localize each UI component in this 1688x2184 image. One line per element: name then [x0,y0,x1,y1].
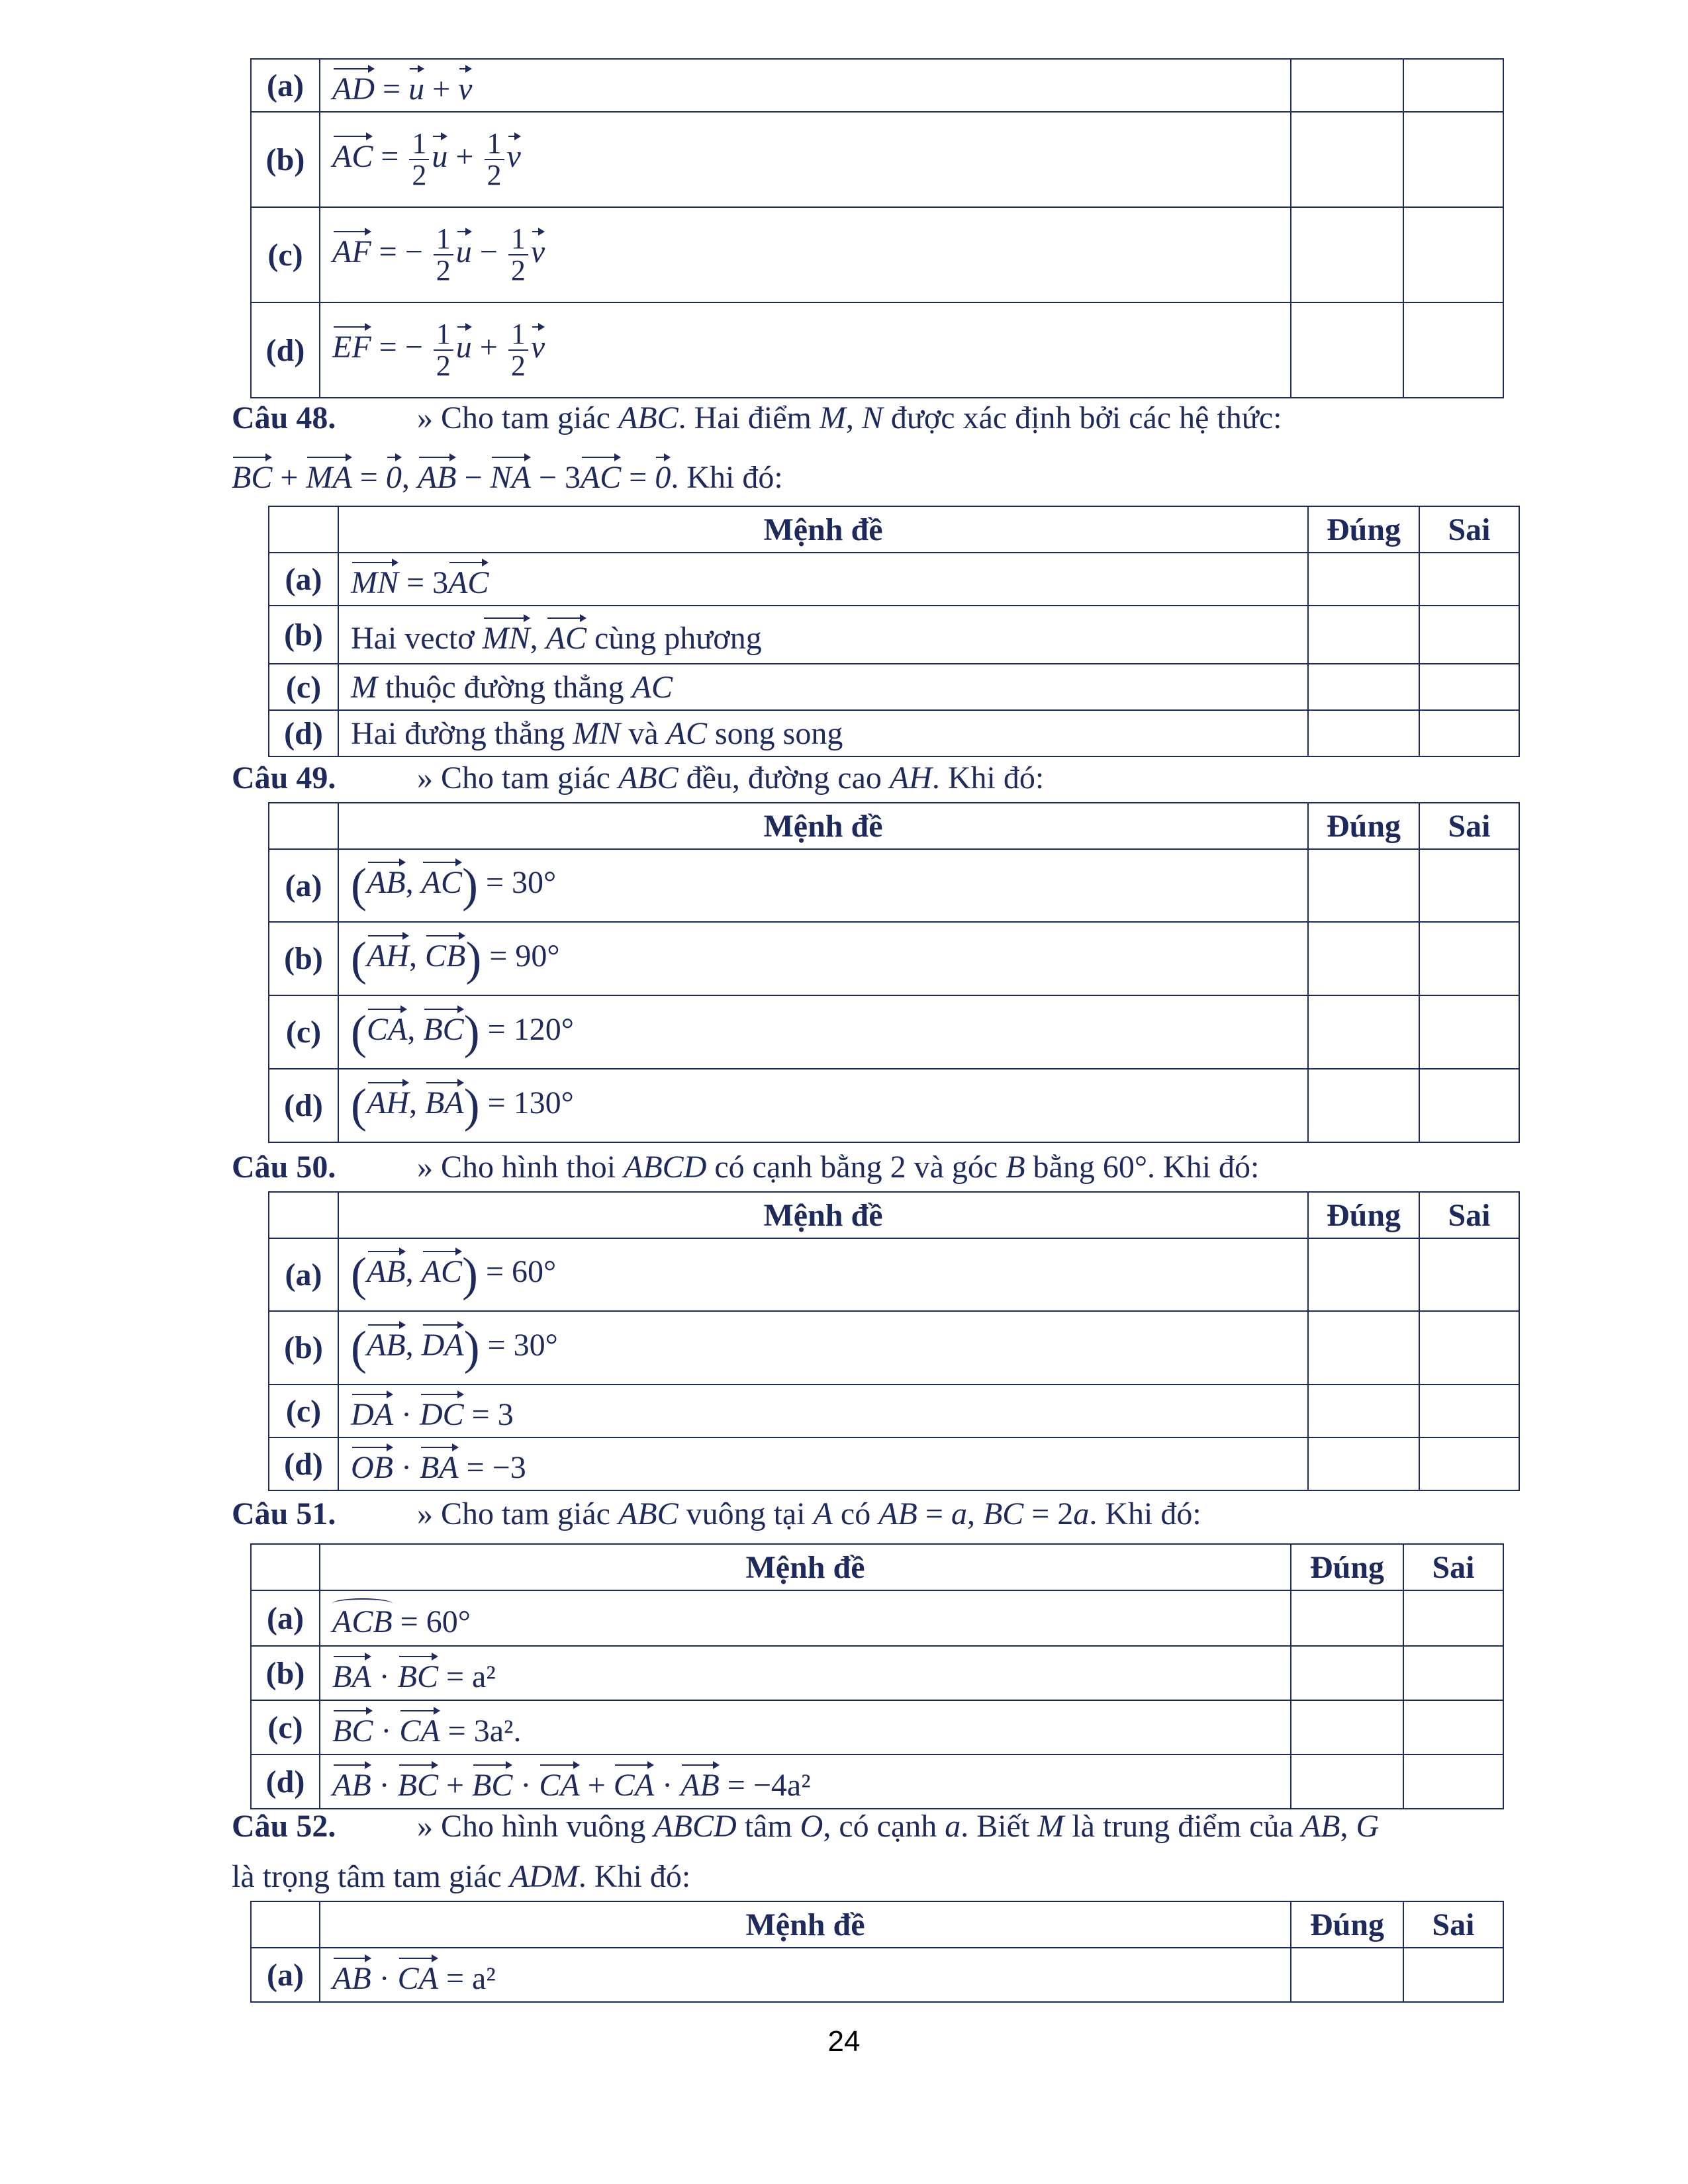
q51-table [250,1543,1504,1809]
q47-true-cell-b[interactable] [1291,112,1403,207]
q48-statement-c: M thuộc đường thẳng AC [338,664,1308,710]
q48-header-statement: Mệnh đề [338,506,1308,553]
q48-true-cell-a[interactable] [1308,553,1419,606]
q49-header-blank [269,803,338,849]
q48-true-cell-d[interactable] [1308,710,1419,756]
q52-number: Câu 52. [232,1809,336,1844]
q50-false-cell-d[interactable] [1419,1437,1519,1490]
q48-header-true: Đúng [1308,506,1419,553]
q49-statement-c: (CA, BC) = 120° [338,995,1308,1069]
q52-false-cell-a[interactable] [1403,1948,1503,2002]
q50-table [268,1191,1520,1491]
q52-label-a: (a) [251,1948,320,2002]
q52-statement-a: AB · CA = a² [320,1948,1291,2002]
q50-statement-b: (AB, DA) = 30° [338,1311,1308,1385]
q52-header-false: Sai [1403,1901,1503,1948]
q48-prompt: Câu 48. » Cho tam giác ABC. Hai điểm M, N được xác định bởi các hệ thức: [232,400,1282,435]
q52-true-cell-a[interactable] [1291,1948,1403,2002]
q49-false-cell-b[interactable] [1419,922,1519,995]
q51-number: Câu 51. [232,1496,336,1531]
q49-true-cell-b[interactable] [1308,922,1419,995]
q52-prompt-line2: là trọng tâm tam giác ADM. Khi đó: [232,1859,691,1894]
q51-false-cell-b[interactable] [1403,1646,1503,1700]
q50-header-false: Sai [1419,1192,1519,1238]
q49-statement-b: (AH, CB) = 90° [338,922,1308,995]
q49-label-a: (a) [269,849,338,922]
q48-label-b: (b) [269,606,338,664]
q48-false-cell-a[interactable] [1419,553,1519,606]
q51-true-cell-d[interactable] [1291,1754,1403,1809]
q48-label-d: (d) [269,710,338,756]
q51-label-d: (d) [251,1754,320,1809]
q48-statement-b: Hai vectơ MN, AC cùng phương [338,606,1308,664]
q48-header-blank [269,506,338,553]
q50-number: Câu 50. [232,1150,336,1185]
q51-label-b: (b) [251,1646,320,1700]
q50-true-cell-c[interactable] [1308,1385,1419,1437]
q52-table [250,1901,1504,2003]
q50-statement-d: OB · BA = −3 [338,1437,1308,1490]
q52-header-statement: Mệnh đề [320,1901,1291,1948]
q48-false-cell-b[interactable] [1419,606,1519,664]
q47-false-cell-d[interactable] [1403,302,1503,398]
q51-header-blank [251,1544,320,1590]
q51-statement-a: ACB = 60° [320,1590,1291,1646]
q47-false-cell-a[interactable] [1403,59,1503,112]
q49-statement-d: (AH, BA) = 130° [338,1069,1308,1142]
q49-header-true: Đúng [1308,803,1419,849]
q49-prompt: Câu 49. » Cho tam giác ABC đều, đường cao AH. Khi đó: [232,760,1045,796]
q49-number: Câu 49. [232,760,336,796]
q48-false-cell-c[interactable] [1419,664,1519,710]
q47-true-cell-c[interactable] [1291,207,1403,302]
q50-header-true: Đúng [1308,1192,1419,1238]
q52-prompt: Câu 52. » Cho hình vuông ABCD tâm O, có cạnh a. Biết M là trung điểm của AB, G [232,1809,1380,1844]
q47-label-a: (a) [251,59,320,112]
q52-header-true: Đúng [1291,1901,1403,1948]
q49-statement-a: (AB, AC) = 30° [338,849,1308,922]
q50-label-d: (d) [269,1437,338,1490]
q47-label-c: (c) [251,207,320,302]
q51-true-cell-c[interactable] [1291,1700,1403,1754]
q47-true-cell-d[interactable] [1291,302,1403,398]
q51-header-true: Đúng [1291,1544,1403,1590]
q47-statement-c: AF = − $\frac{1}{2}$ u − $\frac{1}{2}$ v [320,207,1291,302]
q48-label-c: (c) [269,664,338,710]
q50-false-cell-b[interactable] [1419,1311,1519,1385]
q49-true-cell-d[interactable] [1308,1069,1419,1142]
q51-header-false: Sai [1403,1544,1503,1590]
q51-label-a: (a) [251,1590,320,1646]
q49-header-statement: Mệnh đề [338,803,1308,849]
q47-statement-a: AD = u + v [320,59,1291,112]
q51-false-cell-c[interactable] [1403,1700,1503,1754]
q51-header-statement: Mệnh đề [320,1544,1291,1590]
q47-false-cell-c[interactable] [1403,207,1503,302]
q48-statement-a: MN = 3AC [338,553,1308,606]
q51-false-cell-d[interactable] [1403,1754,1503,1809]
q48-true-cell-c[interactable] [1308,664,1419,710]
q50-true-cell-d[interactable] [1308,1437,1419,1490]
q49-true-cell-a[interactable] [1308,849,1419,922]
q51-false-cell-a[interactable] [1403,1590,1503,1646]
q50-false-cell-c[interactable] [1419,1385,1519,1437]
q49-table [268,802,1520,1143]
q49-false-cell-a[interactable] [1419,849,1519,922]
q50-label-b: (b) [269,1311,338,1385]
q51-true-cell-a[interactable] [1291,1590,1403,1646]
q50-label-c: (c) [269,1385,338,1437]
q50-statement-c: DA · DC = 3 [338,1385,1308,1437]
q51-prompt: Câu 51. » Cho tam giác ABC vuông tại A có AB = a, BC = 2a. Khi đó: [232,1496,1201,1531]
q47-statement-b: AC = $\frac{1}{2}$ u + $\frac{1}{2}$ v [320,112,1291,207]
q50-statement-a: (AB, AC) = 60° [338,1238,1308,1311]
q51-statement-c: BC · CA = 3a². [320,1700,1291,1754]
q47-true-cell-a[interactable] [1291,59,1403,112]
q50-prompt: Câu 50. » Cho hình thoi ABCD có cạnh bằng 2 và góc B bằng 60°. Khi đó: [232,1150,1260,1185]
q49-false-cell-d[interactable] [1419,1069,1519,1142]
q50-true-cell-a[interactable] [1308,1238,1419,1311]
q49-header-false: Sai [1419,803,1519,849]
q51-label-c: (c) [251,1700,320,1754]
q48-label-a: (a) [269,553,338,606]
q48-true-cell-b[interactable] [1308,606,1419,664]
q47-label-d: (d) [251,302,320,398]
q50-label-a: (a) [269,1238,338,1311]
q47-statement-d: EF = − $\frac{1}{2}$ u + $\frac{1}{2}$ v [320,302,1291,398]
q49-true-cell-c[interactable] [1308,995,1419,1069]
page-number: 24 [827,2025,861,2058]
q49-label-c: (c) [269,995,338,1069]
q48-statement-d: Hai đường thẳng MN và AC song song [338,710,1308,756]
q47-label-b: (b) [251,112,320,207]
q48-false-cell-d[interactable] [1419,710,1519,756]
q49-false-cell-c[interactable] [1419,995,1519,1069]
q51-statement-b: BA · BC = a² [320,1646,1291,1700]
q51-statement-d: AB · BC + BC · CA + CA · AB = −4a² [320,1754,1291,1809]
q50-header-blank [269,1192,338,1238]
q48-number: Câu 48. [232,400,336,435]
q48-table [268,506,1520,757]
q47-false-cell-b[interactable] [1403,112,1503,207]
q49-label-d: (d) [269,1069,338,1142]
q51-true-cell-b[interactable] [1291,1646,1403,1700]
q50-true-cell-b[interactable] [1308,1311,1419,1385]
q48-relations: BC + MA = 0, AB − NA − 3AC = 0. Khi đó: [232,453,783,496]
q52-header-blank [251,1901,320,1948]
q47-table [250,58,1504,398]
q49-label-b: (b) [269,922,338,995]
q50-header-statement: Mệnh đề [338,1192,1308,1238]
q50-false-cell-a[interactable] [1419,1238,1519,1311]
q48-header-false: Sai [1419,506,1519,553]
